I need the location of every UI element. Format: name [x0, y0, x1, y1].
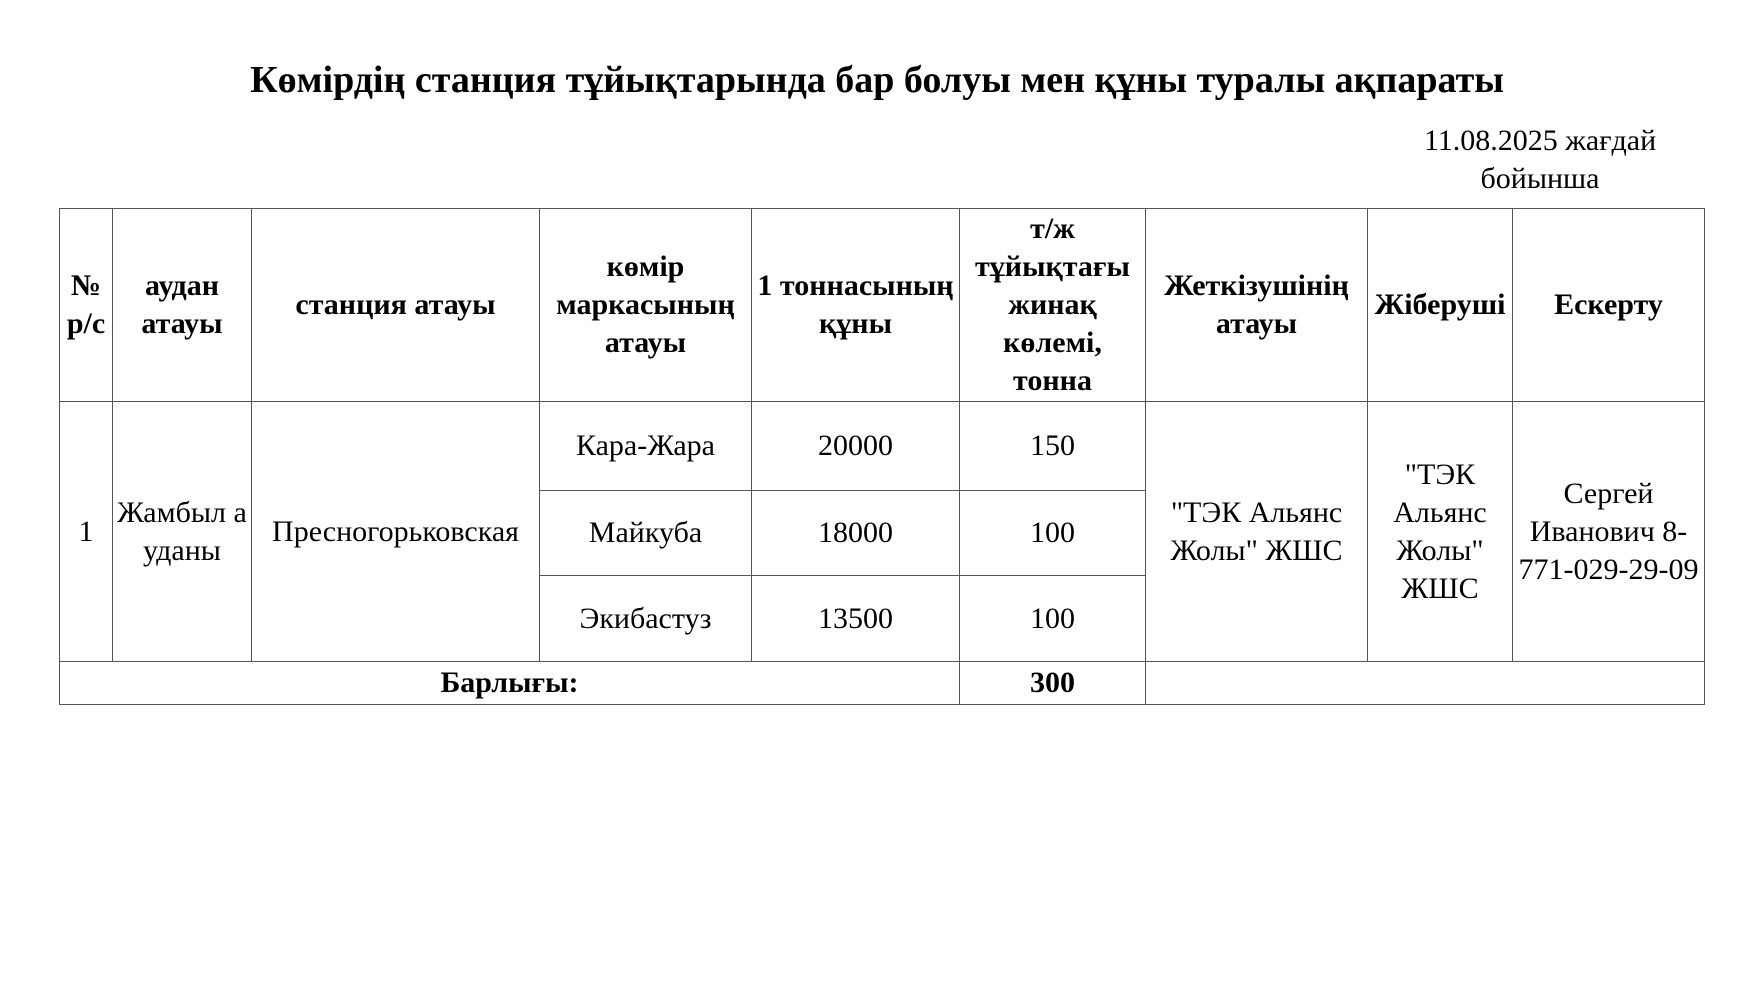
cell-coal-brand: Майкуба [540, 491, 752, 576]
header-price-per-ton: 1 тоннасының құны [752, 209, 960, 402]
total-row [60, 662, 1705, 705]
total-label: Барлығы: [60, 662, 960, 705]
date-note: 11.08.2025 жағдай бойынша [1423, 124, 1657, 195]
header-supplier: Жеткізушінің атауы [1146, 209, 1368, 402]
header-stock-volume: т/ж тұйықтағы жинақ көлемі, тонна [960, 209, 1146, 402]
cell-sender: "ТЭК Альянс Жолы" ЖШС [1368, 402, 1513, 662]
header-num: № р/с [60, 209, 113, 402]
cell-stock-volume: 100 [960, 576, 1146, 662]
header-coal-brand: көмір маркасының атауы [540, 209, 752, 402]
page-title: Көмірдің станция тұйықтарында бар болуы мен құны туралы ақпараты [250, 59, 1504, 101]
cell-num: 1 [60, 402, 113, 662]
cell-price-per-ton: 20000 [752, 402, 960, 491]
total-stock-volume: 300 [960, 662, 1146, 705]
cell-note: Сергей Иванович 8-771-029-29-09 [1513, 402, 1705, 662]
header-station: станция атауы [252, 209, 540, 402]
cell-station: Пресногорьковская [252, 402, 540, 662]
header-sender: Жіберуші [1368, 209, 1513, 402]
cell-district: Жамбыл ауданы [113, 402, 252, 662]
table-row [60, 402, 1705, 491]
header-note: Ескерту [1513, 209, 1705, 402]
cell-coal-brand: Кара-Жара [540, 402, 752, 491]
cell-coal-brand: Экибастуз [540, 576, 752, 662]
coal-stock-table [59, 208, 1705, 705]
cell-price-per-ton: 13500 [752, 576, 960, 662]
cell-price-per-ton: 18000 [752, 491, 960, 576]
header-row [60, 209, 1705, 402]
cell-supplier: "ТЭК Альянс Жолы" ЖШС [1146, 402, 1368, 662]
cell-stock-volume: 100 [960, 491, 1146, 576]
cell-stock-volume: 150 [960, 402, 1146, 491]
header-district: аудан атауы [113, 209, 252, 402]
total-empty-cell [1146, 662, 1705, 705]
